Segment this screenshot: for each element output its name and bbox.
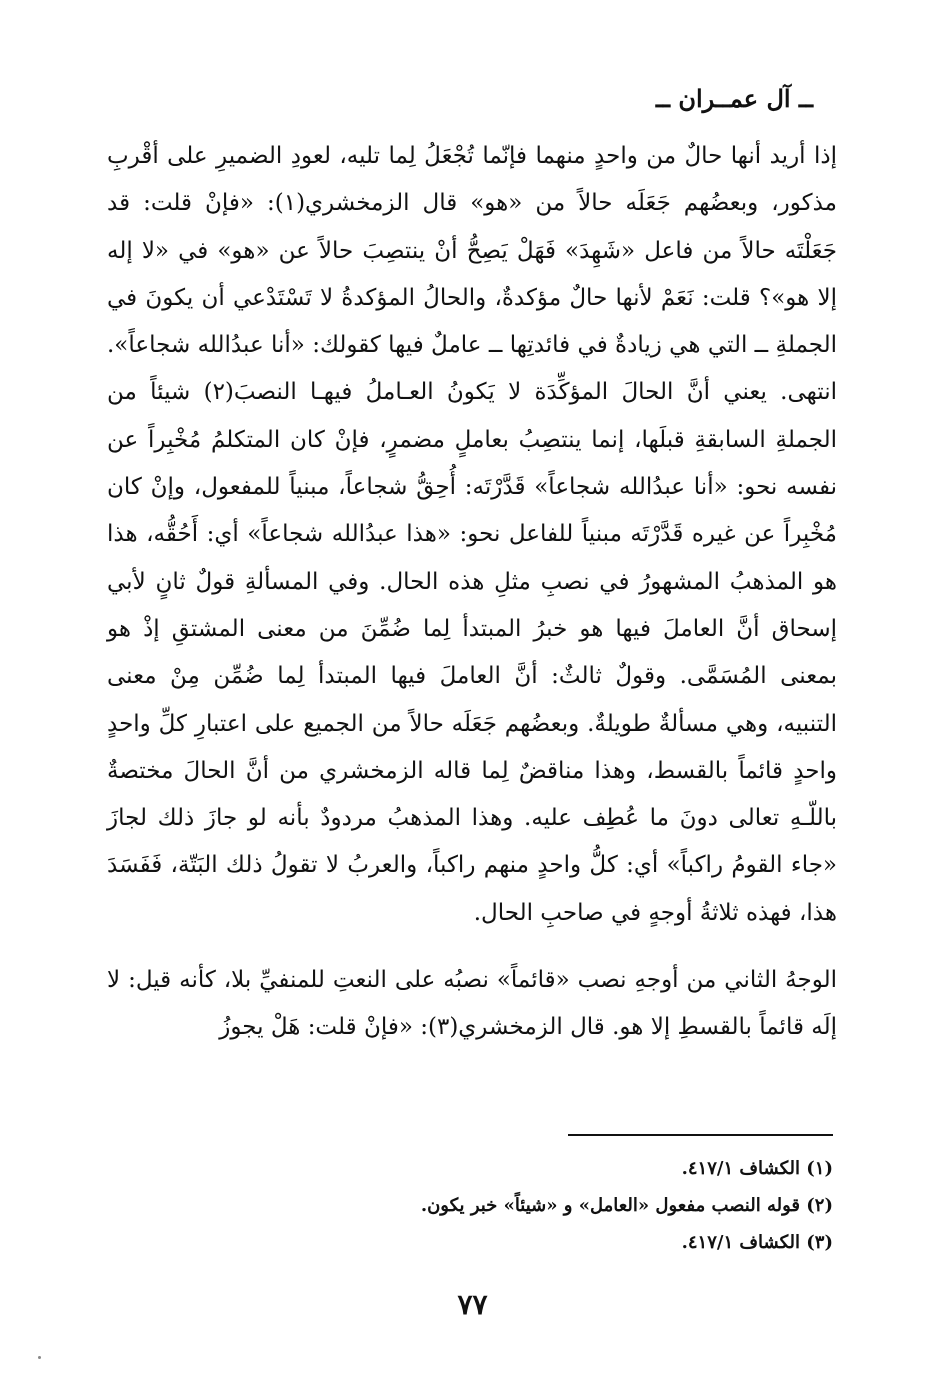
footnote-2: (٢) قوله النصب مفعول «العامل» و «شيئاً» خبر يكون. [420, 1195, 833, 1216]
footnote-3: (٣) الكشاف ٤١٧/١. [681, 1232, 833, 1253]
page-number: ٧٧ [457, 1288, 488, 1321]
main-text [107, 133, 837, 1052]
scan-speck [38, 1356, 41, 1359]
paragraph-2: الوجهُ الثاني من أوجهِ نصب «قائماً» نصبُه على النعتِ للمنفيِّ بلا، كأنه قيل: لا إلَه قائماً بالقسطِ إلا هو. قال الزمخشري(٣): «فإنْ قلت: هَلْ يجوزُ [107, 967, 837, 1041]
paragraph-1: إذا أريد أنها حالٌ من واحدٍ منهما فإنّما تُجْعَلُ لِما تليه، لعودِ الضميرِ على أقْربِ مذكور، وبعضُهم جَعَلَه حالاً من «هو» قال الزمخشري(١): «فإنْ قلت: قد جَعَلْتَه حالاً من فاعل «شَهِدَ» فَهَلْ يَصِحُّ أنْ ينتصِبَ حالاً عن «هو» في «لا إله إلا هو»؟ قلت: نَعَمْ لأنها حالٌ مؤكدةٌ، والحالُ المؤكدةُ لا تَسْتَدْعي أن يكونَ في الجملةِ ــ التي هي زيادةٌ في فائدتِها ــ عاملٌ فيها كقولك: «أنا عبدُالله شجاعاً». انتهى. يعني أنَّ الحالَ المؤكِّدَة لا يَكونُ العـاملُ فيهـا النصبَ(٢) شيئاً من الجملةِ السابقةِ قبلَها، إنما ينتصِبُ بعاملٍ مضمرٍ، فإنْ كان المتكلمُ مُخْبِراً عن نفسه نحو: «أنا عبدُالله شجاعاً» قَدَّرْتَه: أُحِقُّ شجاعاً، مبنياً للمفعول، وإنْ كان مُخْبِراً عن غيره قَدَّرْتَه مبنياً للفاعل نحو: «هذا عبدُالله شجاعاً» أي: أَحُقُّه، هذا هو المذهبُ المشهورُ في نصبِ مثلِ هذه الحال. وفي المسألةِ قولٌ ثانٍ لأبي إسحاق أنَّ العاملَ فيها هو خبرُ المبتدأ لِما ضُمِّنَ من معنى المشتقِ إذْ هو بمعنى المُسَمَّى. وقولٌ ثالثٌ: أنَّ العاملَ فيها المبتدأ لِما ضُمِّن مِنْ معنى التنبيه، وهي مسألةٌ طويلةٌ. وبعضُهم جَعَلَه حالاً من الجميع على اعتبارِ كلِّ واحدٍ واحدٍ قائماً بالقسط، وهذا مناقضٌ لِما قاله الزمخشري من أنَّ الحالَ مختصةٌ باللّـهِ تعالى دونَ ما عُطِف عليه. وهذا المذهبُ مردودٌ بأنه لو جازَ ذلك لجازَ «جاء القومُ راكباً» أي: كلُّ واحدٍ منهم راكباً، والعربُ لا تقولُ ذلك البَتّة، فَفَسَدَ هذا، فهذه ثلاثةُ أوجهٍ في صاحبِ الحال. [107, 143, 837, 926]
footnotes [133, 1150, 833, 1261]
footnote-1: (١) الكشاف ٤١٧/١. [681, 1158, 833, 1179]
running-header: ــ آل عمــران ــ [655, 84, 813, 113]
footnote-separator [568, 1134, 833, 1136]
